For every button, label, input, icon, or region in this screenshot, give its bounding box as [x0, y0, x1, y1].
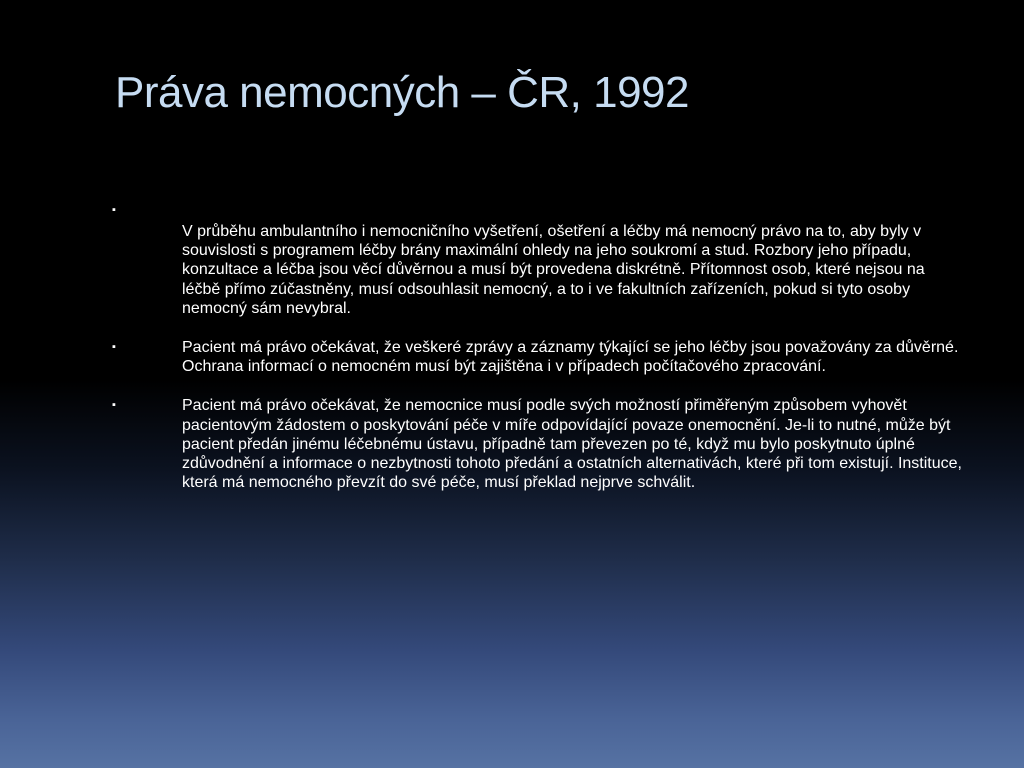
bullet-item: [112, 396, 962, 492]
bullet-text: Pacient má právo očekávat, že veškeré zprávy a záznamy týkající se jeho léčby jsou považovány za důvěrné. Ochrana informací o nemocném musí být zajištěna i v případech počítačového zpracování.: [182, 339, 959, 376]
square-bullet-icon: ▪: [112, 204, 116, 216]
bullet-text: Pacient má právo očekávat, že nemocnice musí podle svých možností přiměřeným způsobem vyhovět pacientovým žádostem o poskytování péče v míře odpovídající povaze onemocnění. Je-li to nutné, může být pacient předán jinému léčebnému ústavu, případně tam převezen po té, když mu bylo poskytnuto úplné zdůvodnění a informace o nezbytnosti tohoto předání a ostatních alternativách, které při tom existují. Instituce, která má nemocného převzít do své péče, musí překlad nejprve schválit.: [182, 397, 962, 492]
bullet-item: [112, 338, 962, 376]
bullet-item: [112, 203, 962, 318]
square-bullet-icon: ▪: [112, 341, 116, 354]
square-bullet-icon: ▪: [112, 399, 116, 412]
bullet-list: [112, 203, 962, 492]
slide-title: Práva nemocných – ČR, 1992: [115, 68, 689, 117]
bullet-text: V průběhu ambulantního i nemocničního vyšetření, ošetření a léčby má nemocný právo na to, aby byly v souvislosti s programem léčby brány maximální ohledy na jeho soukromí a stud. Rozbory jeho případu, konzultace a léčba jsou věcí důvěrnou a musí být provedena diskrétně. Přítomnost osob, které nejsou na léčbě přímo zúčastněny, musí odsouhlasit nemocný, a to i ve fakultních zařízeních, pokud si tyto osoby nemocný sám nevybral.: [182, 223, 925, 317]
